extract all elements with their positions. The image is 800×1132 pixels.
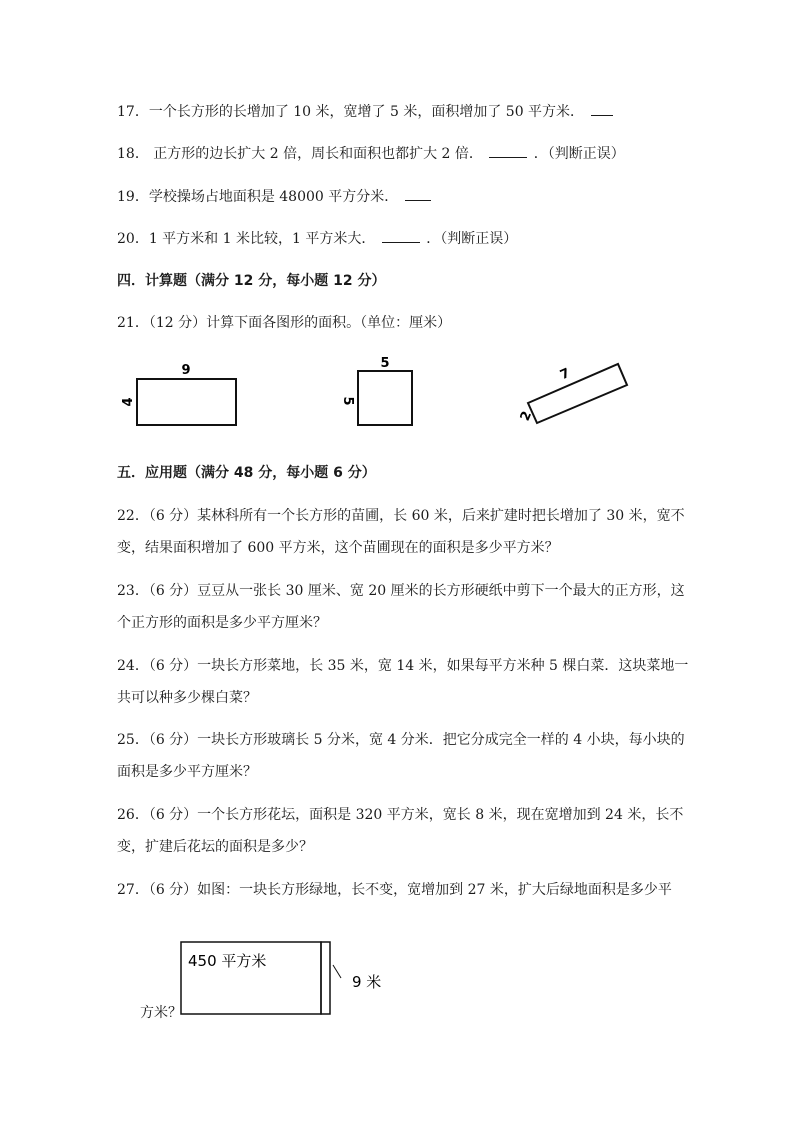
question-23-line-2: 个正方形的面积是多少平方厘米？ (117, 615, 327, 631)
question-20-text: 20．1 平方米和 1 米比较，1 平方米大． (117, 231, 376, 247)
rectangle-width-label: 4 (121, 397, 136, 407)
tilted-rectangle-figure (528, 364, 627, 423)
question-24-line-2: 共可以种多少棵白菜？ (117, 690, 257, 706)
question-20-suffix: ．（判断正误） (426, 231, 518, 247)
question-26-line-1: 26．（6 分）一个长方形花坛，面积是 320 平方米，宽长 8 米，现在宽增加到 24 米，长不 (117, 807, 684, 823)
question-20 (117, 228, 517, 249)
question-21: 21．（12 分）计算下面各图形的面积。（单位：厘米） (117, 315, 452, 331)
question-19 (117, 186, 433, 207)
question-27-figure (0, 935, 800, 1025)
section-5-heading: 五．应用题（满分 48 分，每小题 6 分） (117, 465, 376, 481)
tilted-rectangle-length-label: 7 (558, 365, 573, 384)
answer-blank[interactable] (591, 101, 613, 116)
width-bracket-line (333, 965, 341, 978)
question-27-line-1: 27．（6 分）如图：一块长方形绿地，长不变，宽增加到 27 米，扩大后绿地面积是多少平 (117, 882, 672, 898)
rectangle-length-label: 9 (181, 363, 191, 378)
answer-blank[interactable] (405, 186, 431, 201)
added-width-label: 9 米 (352, 973, 382, 991)
question-18-suffix: ．（判断正误） (533, 146, 625, 162)
added-strip-rectangle (321, 942, 330, 1014)
original-area-label: 450 平方米 (188, 952, 267, 970)
question-18 (117, 143, 625, 164)
section-4-heading: 四．计算题（满分 12 分，每小题 12 分） (117, 273, 386, 289)
square-top-label: 5 (380, 356, 390, 371)
question-27-line-2: 方米？ (140, 1005, 182, 1021)
tilted-rectangle-width-label: 2 (517, 409, 536, 424)
question-18-text: 18． 正方形的边长扩大 2 倍，周长和面积也都扩大 2 倍． (117, 146, 483, 162)
question-25-line-1: 25．（6 分）一块长方形玻璃长 5 分米，宽 4 分米．把它分成完全一样的 4 小块，每小块的 (117, 732, 685, 748)
question-17-text: 17．一个长方形的长增加了 10 米，宽增了 5 米，面积增加了 50 平方米． (117, 104, 585, 120)
question-23-line-1: 23．（6 分）豆豆从一张长 30 厘米、宽 20 厘米的长方形硬纸中剪下一个最大的正方形，这 (117, 583, 685, 599)
answer-blank[interactable] (489, 143, 527, 158)
rectangle-figure (137, 379, 236, 425)
question-22-line-1: 22．（6 分）某林科所有一个长方形的苗圃，长 60 米，后来扩建时把长增加了 30 米，宽不 (117, 508, 685, 524)
question-25-line-2: 面积是多少平方厘米？ (117, 764, 257, 780)
question-19-text: 19．学校操场占地面积是 48000 平方分米． (117, 189, 399, 205)
square-figure (358, 371, 412, 425)
square-side-label: 5 (340, 396, 355, 406)
question-22-line-2: 变，结果面积增加了 600 平方米，这个苗圃现在的面积是多少平方米？ (117, 540, 559, 556)
question-24-line-1: 24．（6 分）一块长方形菜地，长 35 米，宽 14 米，如果每平方米种 5 棵白菜．这块菜地一 (117, 658, 689, 674)
question-21-figures (0, 352, 800, 432)
answer-blank[interactable] (382, 228, 420, 243)
question-17 (117, 101, 615, 122)
question-26-line-2: 变，扩建后花坛的面积是多少？ (117, 839, 313, 855)
